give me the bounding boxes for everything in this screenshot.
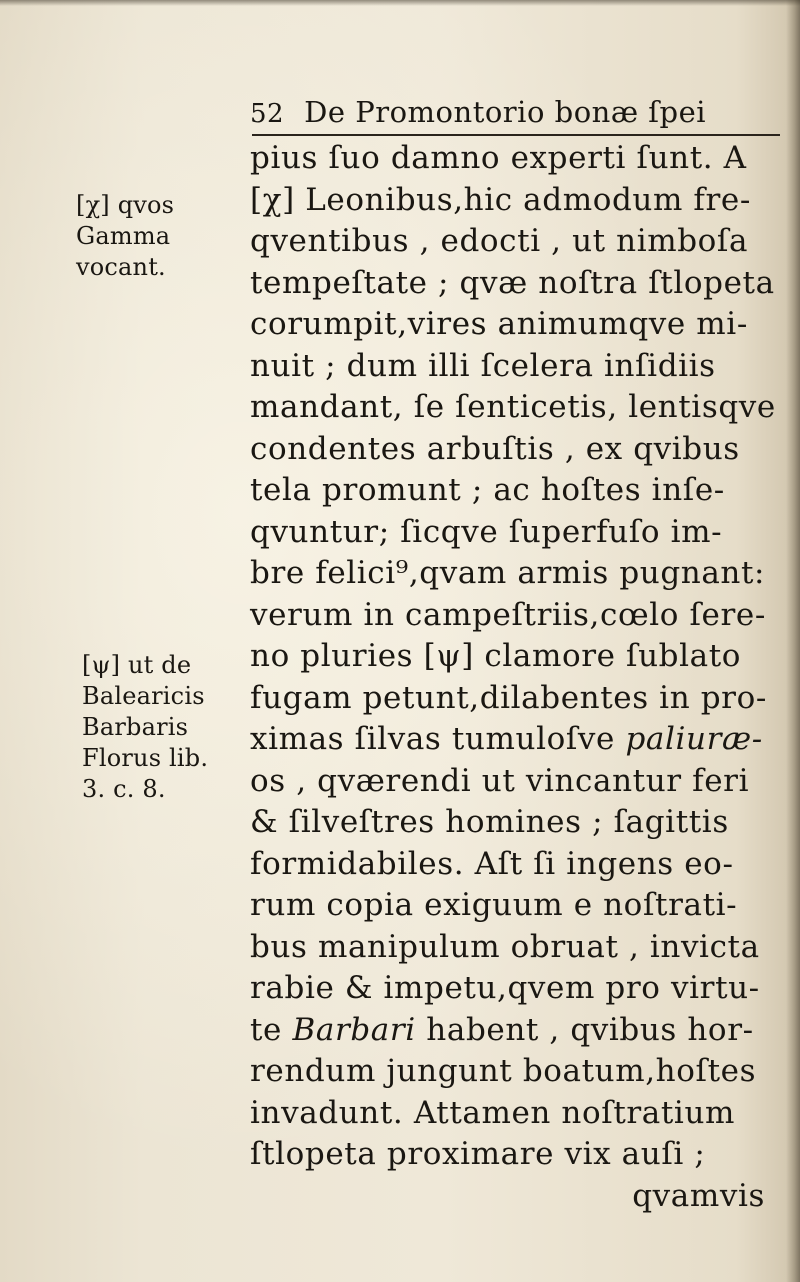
text-line: tela promunt ; ac hoſtes inſe- [250,472,725,508]
running-header [250,92,780,132]
text-line [250,761,790,803]
text-segment: te [250,1011,283,1048]
text-segment: habent , qvibus hor- [426,1011,754,1048]
text-line: pius ſuo damno experti ſunt. A [250,140,747,176]
text-line: bus manipulum obruat , invicta [250,928,760,965]
running-title: De Promontorio bonæ ſpei [304,95,707,129]
text-line: tempeſtate ; qvæ noſtra ſtlopeta [250,264,775,301]
text-line [250,719,790,761]
text-line: rabie & impetu,qvem pro virtu- [250,970,760,1006]
text-line: rendum jungunt boatum,hoſtes [250,1053,757,1089]
text-line: rum copia exiguum e noſtrati- [250,887,738,923]
margin-note-line: Barbaris [82,713,189,741]
text-segment: os , qværendi ut vincantur feri [250,762,750,799]
italic-term-paliuraeos: paliuræ- [625,721,763,757]
page-top-shadow [0,0,800,6]
text-line: fugam petunt,dilabentes in pro- [250,679,767,716]
header-rule [252,134,780,136]
italic-term-barbari: Barbari [292,1011,416,1048]
text-line: verum in campeſtriis,cœlo ſere- [250,596,766,633]
main-text-block [250,138,790,1217]
text-line: no pluries [ψ] clamore ſublato [250,638,742,674]
page-number: 52 [250,99,285,129]
margin-note-line: Gamma [76,222,171,250]
margin-note-chi [76,190,174,283]
text-line: nuit ; dum illi ſcelera inſidiis [250,347,716,384]
text-line: qvuntur; ſicqve ſuperfuſo im- [250,513,723,550]
margin-note-line: [ψ] ut de [82,651,192,679]
text-line [250,1010,790,1052]
text-line: [χ] Leonibus,hic admodum fre- [250,181,751,218]
text-line: mandant, ſe ſenticetis, lentisqve [250,389,776,425]
text-line: bre felici⁹,qvam armis pugnant: [250,555,766,591]
text-segment: ximas ſilvas tumuloſve [250,721,615,757]
margin-note-line: 3. c. 8. [82,775,166,803]
margin-note-line: vocant. [76,253,166,281]
margin-note-line: Balearicis [82,682,205,710]
text-line: formidabiles. Aſt ſi ingens eo- [250,845,734,882]
margin-note-line: [χ] qvos [76,191,175,219]
text-line: corumpit,vires animumqve mi- [250,306,748,342]
margin-note-line: Florus lib. [82,744,209,772]
text-line: & ſilveſtres homines ; ſagittis [250,804,729,840]
text-line: qventibus , edocti , ut nimboſa [250,223,749,259]
catchword: qvamvis [632,1177,765,1214]
margin-note-psi [82,650,208,805]
text-line: ſtlopeta proximare vix auſi ; [250,1136,706,1172]
text-line: condentes arbuſtis , ex qvibus [250,430,740,467]
text-line: invadunt. Attamen noſtratium [250,1094,736,1131]
